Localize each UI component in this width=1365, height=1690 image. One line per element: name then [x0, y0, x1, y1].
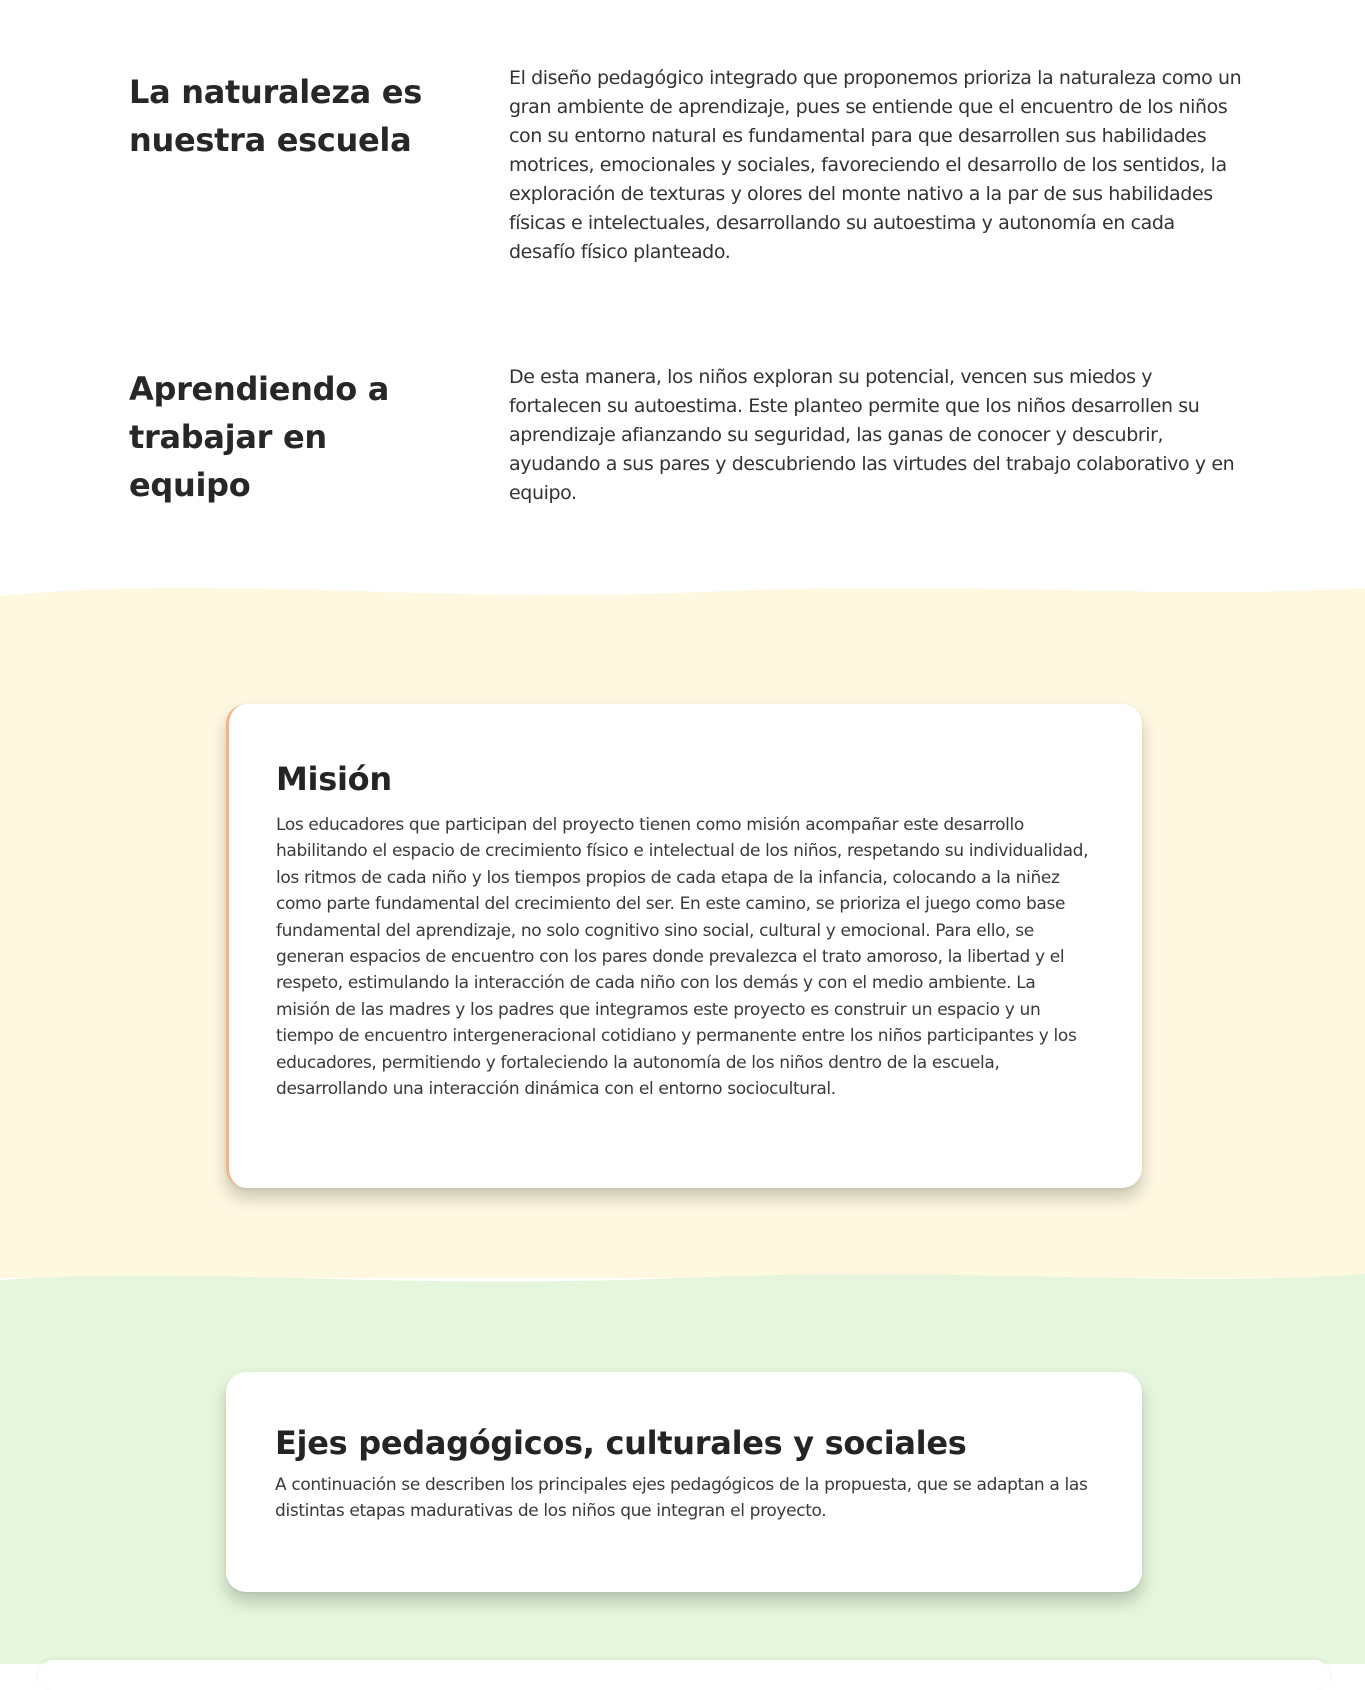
mision-card — [226, 704, 1142, 1188]
section-body: De esta manera, los niños exploran su potencial, vencen sus miedos y fortalecen su autoestima. Este planteo permite que los niños desarrollen su aprendizaje afianzando su seguridad, las ganas de conocer y descubrir, ayudando a sus pares y descubriendo las virtudes del trabajo colaborativo y en equipo. — [509, 366, 1235, 504]
section-heading: La naturaleza es nuestra escuela — [129, 73, 422, 159]
ejes-card — [226, 1372, 1142, 1592]
ejes-body: A continuación se describen los principales ejes pedagógicos de la propuesta, que se adaptan a las distintas etapas madurativas de los niños que integran el proyecto. — [275, 1475, 1088, 1522]
ejes-title: Ejes pedagógicos, culturales y sociales — [275, 1424, 967, 1462]
section-heading: Aprendiendo a trabajar en equipo — [129, 370, 390, 504]
mision-title: Misión — [276, 760, 392, 798]
section-body: El diseño pedagógico integrado que proponemos prioriza la naturaleza como un gran ambiente de aprendizaje, pues se entiende que el encuentro de los niños con su entorno natural es fundamental para que desarrollen sus habilidades motrices, emocionales y sociales, favoreciendo el desarrollo de los sentidos, la exploración de texturas y olores del monte nativo a la par de sus habilidades físicas e intelectuales, desarrollando su autoestima y autonomía en cada desafío físico planteado. — [509, 67, 1242, 263]
mision-body: Los educadores que participan del proyecto tienen como misión acompañar este desarrollo habilitando el espacio de crecimiento físico e intelectual de los niños, respetando su individualidad, los ritmos de cada niño y los tiempos propios de cada etapa de la infancia, colocando a la niñez como parte fundamental del crecimiento del ser. En este camino, se prioriza el juego como base fundamental del aprendizaje, no solo cognitivo sino social, cultural y emocional. Para ello, se generan espacios de encuentro con los pares donde prevalezca el trato amoroso, la libertad y el respeto, estimulando la interacción de cada niño con los demás y con el medio ambiente. La misión de las madres y los padres que integramos este proyecto es construir un espacio y un tiempo de encuentro intergeneracional cotidiano y permanente entre los niños participantes y los educadores, permitiendo y fortaleciendo la autonomía de los niños dentro de la escuela, desarrollando una interacción dinámica con el entorno sociocultural. — [276, 815, 1089, 1100]
next-card-edge — [38, 1660, 1330, 1690]
